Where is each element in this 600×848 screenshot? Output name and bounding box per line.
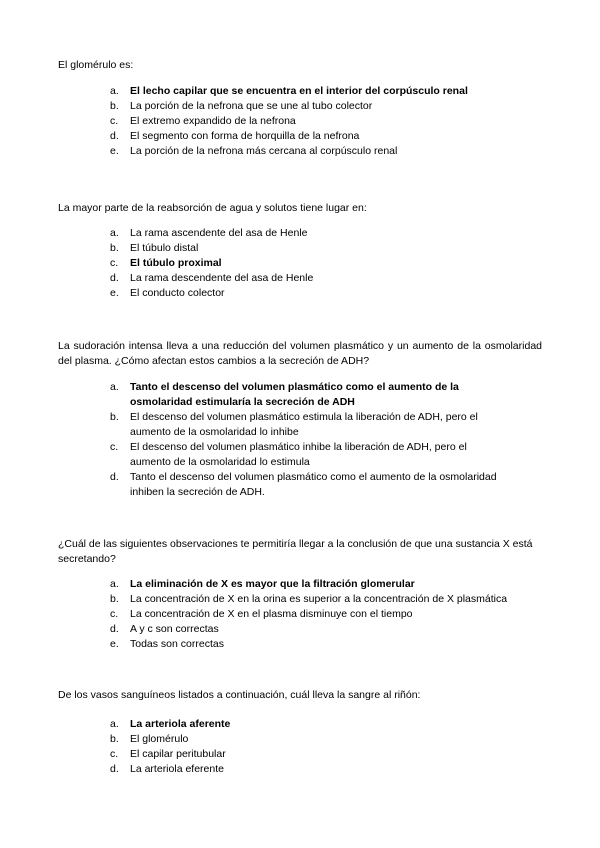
- option-letter: b.: [110, 100, 119, 112]
- option-text: La porción de la nefrona que se une al tubo colector: [130, 100, 373, 112]
- option-a: [110, 84, 510, 99]
- option-d: [110, 271, 510, 286]
- option-text: El capilar peritubular: [130, 748, 226, 760]
- option-a: [110, 380, 502, 410]
- option-text: La rama ascendente del asa de Henle: [130, 227, 308, 239]
- option-text: Tanto el descenso del volumen plasmático como el aumento de la osmolaridad estimularía la secreción de ADH: [130, 381, 459, 408]
- option-letter: c.: [110, 257, 119, 269]
- option-text: La rama descendente del asa de Henle: [130, 272, 314, 284]
- option-text: El segmento con forma de horquilla de la nefrona: [130, 130, 360, 142]
- option-text: El glomérulo: [130, 733, 189, 745]
- option-a: [110, 577, 530, 592]
- option-text: La arteriola eferente: [130, 763, 224, 775]
- option-letter: a.: [110, 578, 119, 590]
- option-text: El lecho capilar que se encuentra en el interior del corpúsculo renal: [130, 85, 468, 97]
- question-2: [58, 201, 542, 216]
- option-letter: b.: [110, 593, 119, 605]
- option-text: La porción de la nefrona más cercana al corpúsculo renal: [130, 145, 398, 157]
- option-a: [110, 717, 510, 732]
- option-text: La concentración de X en la orina es superior a la concentración de X plasmática: [130, 593, 508, 605]
- option-letter: d.: [110, 471, 119, 483]
- option-letter: a.: [110, 718, 119, 730]
- option-b: [110, 732, 510, 747]
- option-letter: e.: [110, 145, 119, 157]
- option-e: [110, 637, 530, 652]
- option-b: [110, 99, 510, 114]
- option-text: A y c son correctas: [130, 623, 219, 635]
- question-4: [58, 537, 542, 567]
- option-letter: b.: [110, 242, 119, 254]
- option-letter: c.: [110, 115, 119, 127]
- options-list-5: [110, 717, 510, 777]
- option-letter: d.: [110, 130, 119, 142]
- option-d: [110, 622, 530, 637]
- option-b: [110, 410, 502, 440]
- option-text: Tanto el descenso del volumen plasmático como el aumento de la osmolaridad inhiben la secreción de ADH.: [130, 471, 497, 498]
- option-c: [110, 607, 530, 622]
- option-letter: c.: [110, 441, 119, 453]
- option-c: [110, 256, 510, 271]
- option-letter: a.: [110, 227, 119, 239]
- question-text: La sudoración intensa lleva a una reducción del volumen plasmático y un aumento de la osmolaridad del plasma. ¿Cómo afectan estos cambios a la secreción de ADH?: [58, 340, 542, 367]
- option-letter: c.: [110, 608, 119, 620]
- option-text: La arteriola aferente: [130, 718, 231, 730]
- option-letter: e.: [110, 638, 119, 650]
- option-d: [110, 470, 502, 500]
- options-list-3: [110, 380, 502, 500]
- option-d: [110, 129, 510, 144]
- option-text: El túbulo distal: [130, 242, 199, 254]
- option-c: [110, 747, 510, 762]
- option-c: [110, 114, 510, 129]
- option-letter: b.: [110, 411, 119, 423]
- option-b: [110, 592, 530, 607]
- question-text: El glomérulo es:: [58, 59, 134, 71]
- option-letter: d.: [110, 763, 119, 775]
- option-letter: d.: [110, 623, 119, 635]
- option-text: El conducto colector: [130, 287, 225, 299]
- option-d: [110, 762, 510, 777]
- option-letter: a.: [110, 85, 119, 97]
- option-c: [110, 440, 502, 470]
- option-text: La eliminación de X es mayor que la filtración glomerular: [130, 578, 415, 590]
- option-text: Todas son correctas: [130, 638, 224, 650]
- option-text: El descenso del volumen plasmático estimula la liberación de ADH, pero el aumento de la osmolaridad lo inhibe: [130, 411, 478, 438]
- options-list-2: [110, 226, 510, 301]
- question-text: De los vasos sanguíneos listados a continuación, cuál lleva la sangre al riñón:: [58, 689, 421, 701]
- option-text: El descenso del volumen plasmático inhibe la liberación de ADH, pero el aumento de la osmolaridad lo estimula: [130, 441, 467, 468]
- option-letter: c.: [110, 748, 119, 760]
- option-e: [110, 286, 510, 301]
- question-5: [58, 688, 542, 703]
- option-text: La concentración de X en el plasma disminuye con el tiempo: [130, 608, 413, 620]
- option-letter: d.: [110, 272, 119, 284]
- option-letter: e.: [110, 287, 119, 299]
- question-1: [58, 58, 542, 73]
- option-a: [110, 226, 510, 241]
- option-text: El túbulo proximal: [130, 257, 222, 269]
- option-letter: b.: [110, 733, 119, 745]
- option-e: [110, 144, 510, 159]
- option-text: El extremo expandido de la nefrona: [130, 115, 296, 127]
- options-list-1: [110, 84, 510, 159]
- option-letter: a.: [110, 381, 119, 393]
- option-b: [110, 241, 510, 256]
- question-3: [58, 339, 542, 369]
- question-text: ¿Cuál de las siguientes observaciones te permitiría llegar a la conclusión de que una sustancia X está secretando?: [58, 538, 533, 565]
- options-list-4: [110, 577, 530, 652]
- question-text: La mayor parte de la reabsorción de agua y solutos tiene lugar en:: [58, 202, 367, 214]
